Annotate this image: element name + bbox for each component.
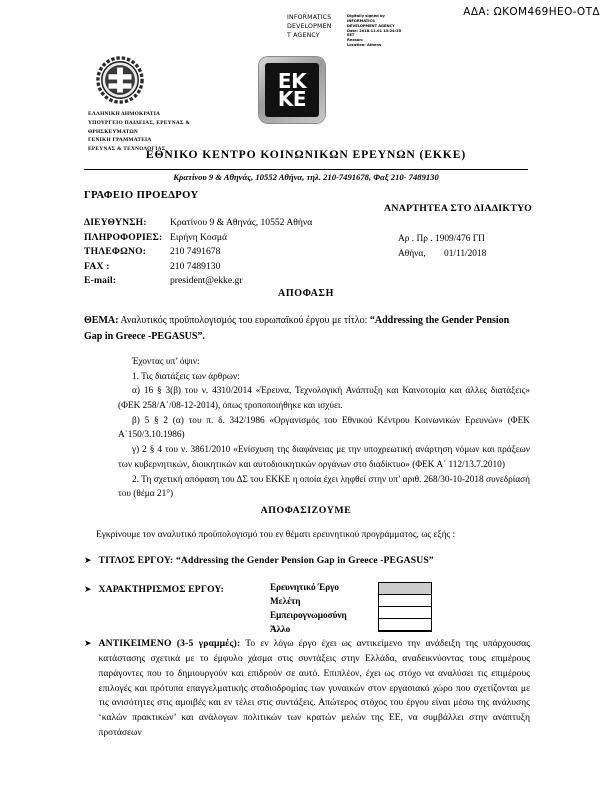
contact-row-phone	[84, 245, 312, 260]
bullet-marker-icon: ➤	[84, 638, 92, 648]
characterization-option-label-expertise: Εμπειρογνωμοσύνη	[270, 609, 347, 620]
table-row	[379, 619, 432, 632]
protocol-city-label: Αθήνα,	[398, 249, 426, 260]
contact-label-email: E-mail:	[84, 275, 117, 287]
characterization-option-label-study: Μελέτη	[270, 595, 301, 606]
legal-item-1-heading: 1. Τις διατάξεις των άρθρων:	[132, 371, 240, 382]
contact-row-fax	[84, 260, 312, 275]
protocol-block	[398, 232, 486, 262]
institution-address: Κρατίνου 9 & Αθηνάς, 10552 Αθήνα, τηλ. 210-7491678, Φαξ 210- 7489130	[173, 172, 439, 182]
legal-clause-c: γ) 2 § 4 του ν. 3861/2010 «Ενίσχυση της διαφάνειας με την υποχρεωτική ανάρτηση νόμων και πράξεων των κυβερνητικών, διοικητικών και αυτοδιοικητικών οργάνων στο διαδίκτυο» (ΦΕΚ Α΄ 112/13.7.2010)	[118, 445, 530, 470]
ekke-logo-inner	[265, 63, 319, 117]
table-row	[379, 595, 432, 607]
contact-row-info	[84, 231, 312, 246]
ekke-logo-line-2: KE	[277, 87, 307, 111]
subject-text-greek: Αναλυτικός προϋπολογισμός του ευρωπαϊκού έργου με τίτλο:	[118, 315, 370, 326]
subject-label: ΘΕΜΑ:	[84, 315, 119, 326]
signature-agency-line-2: DEVELOPMEN	[287, 22, 332, 30]
project-title-item	[84, 554, 528, 569]
ministry-line-3: ΘΡΗΣΚΕΥΜΑΤΩΝ	[88, 128, 139, 135]
protocol-number-label: Αρ . Πρ .	[398, 234, 433, 244]
project-characterization-label: ΧΑΡΑΚΤΗΡΙΣΜΟΣ ΕΡΓΟΥ:	[98, 584, 224, 595]
resolution-intro: Εγκρίνουμε τον αναλυτικό προϋπολογισμό του εν θέματι ερευνητικού προγράμματος, ως εξής :	[96, 530, 456, 540]
characterization-options	[270, 581, 432, 637]
project-object-body	[99, 637, 530, 741]
ekke-logo	[259, 57, 325, 123]
signature-detail-1: Digitally signed by	[347, 14, 385, 18]
contact-value-phone: 210 7491678	[170, 246, 221, 258]
legal-citations	[118, 355, 530, 502]
legal-preamble: Έχοντας υπ’ όψιν:	[132, 357, 200, 367]
project-object-label: ΑΝΤΙΚΕΙΜΕΝΟ (3-5 γραμμές):	[98, 638, 241, 649]
contact-value-address: Κρατίνου 9 & Αθηνάς, 10552 Αθήνα	[170, 217, 313, 228]
protocol-date-row	[398, 247, 486, 262]
signature-detail-2: INFORMATICS	[347, 18, 375, 23]
signature-detail-7: Location: Athens	[347, 43, 382, 48]
signature-detail-3: DEVELOPMENT AGENCY	[347, 23, 395, 28]
protocol-date-value: 01/11/2018	[444, 249, 487, 260]
contact-label-fax: FAX :	[84, 260, 110, 272]
header-divider	[84, 169, 528, 170]
characterization-option-labels	[270, 581, 370, 637]
checkbox-cell-expertise[interactable]	[379, 607, 432, 619]
protocol-number-row	[398, 232, 486, 247]
project-title-value: “Addressing the Gender Pension Gap in Greece -PEGASUS”	[175, 555, 434, 566]
legal-clause-b: β) 5 § 2 (α) του π. δ. 342/1986 «Οργανισμός του Εθνικού Κέντρου Κοινωνικών Ερευνών» (ΦΕΚ Α΄150/3.10.1986)	[118, 415, 530, 441]
signature-agency-line-1: INFORMATICS	[287, 14, 332, 21]
characterization-option-label-other: Άλλο	[270, 623, 291, 634]
ministry-line-5: ΕΡΕΥΝΑΣ & ΤΕΧΝΟΛΟΓΙΑΣ	[88, 146, 166, 152]
subject-text-english: “Addressing the Gender Pension Gap in Greece -PEGASUS”.	[84, 315, 510, 342]
bullet-marker-icon: ➤	[84, 584, 92, 594]
contact-value-email[interactable]: president@ekke.gr	[170, 275, 243, 287]
checkbox-cell-research[interactable]	[379, 583, 432, 595]
office-title: ΓΡΑΦΕΙΟ ΠΡΟΕΔΡΟΥ	[84, 190, 199, 201]
table-row	[379, 607, 432, 619]
contact-row-email	[84, 274, 312, 289]
subject-block	[84, 313, 528, 344]
signature-agency-line-3: T AGENCY	[287, 31, 320, 39]
table-row	[379, 583, 432, 595]
signature-detail-5: EET	[347, 33, 355, 38]
checkbox-cell-other[interactable]	[379, 619, 432, 632]
contact-value-info: Ειρήνη Κοσμά	[170, 231, 228, 243]
signature-detail-6: Reason:	[347, 38, 364, 43]
ada-reference: ΑΔΑ: ΩΚΟΜ469ΗΕΟ-ΟΤΔ	[463, 6, 600, 18]
decision-heading: ΑΠΟΦΑΣΗ	[278, 288, 334, 299]
ministry-line-1: ΕΛΛΗΝΙΚΗ ΔΗΜΟΚΡΑΤΙΑ	[88, 111, 161, 117]
hellenic-republic-emblem-icon	[96, 56, 144, 104]
legal-item-2: 2. Τη σχετική απόφαση του ΔΣ του ΕΚΚΕ η οποία έχει ληφθεί στην υπ’ αριθ. 268/30-10-2018 συνεδρίασή του (θέμα 21°)	[118, 474, 530, 500]
legal-clause-a: α) 16 § 3(β) του ν. 4310/2014 «Έρευνα, Τεχνολογική Ανάπτυξη και Καινοτομία και άλλες διατάξεις» (ΦΕΚ 258/Α΄/08-12-2014), όπως τροποποιήθηκε και ισχύει.	[118, 386, 530, 412]
ministry-line-4: ΓΕΝΙΚΗ ΓΡΑΜΜΑΤΕΙΑ	[88, 137, 152, 144]
ministry-line-2: ΥΠΟΥΡΓΕΙΟ ΠΑΙΔΕΙΑΣ, ΕΡΕΥΝΑΣ &	[88, 119, 191, 126]
project-title-body	[99, 554, 434, 569]
characterization-checkbox-table	[378, 582, 432, 632]
project-object-text: Το εν λόγω έργο έχει ως αντικείμενο την ανάδειξη της υπάρχουσας κατάστασης σχετικά με το έμφυλο χάσμα στις συντάξεις στην Ελλάδα, αναδεικνύοντας τους επιμέρους παράγοντες που το δημιουργούν και επιδρούν σε αυτό. Επιπλέον, έχει ως στόχο να αναλύσει τις επιμέρους επιλογές και πρότυπα επαγγελματικής σταδιοδρομίας των γυναικών στον εργασιακό χώρο που σχετίζονται με τις ανισότητες στις αμοιβές και εν τέλει στις συντάξεις. Απώτερος στόχος του έργου είναι μέσω της ανάλυσης ‘καλών πρακτικών’ και ανάλογων πολιτικών των κρατών μελών της ΕΕ, να συμβάλλει στην ανάπτυξη προτάσεων	[98, 638, 531, 739]
ekke-logo-line-1: EK	[277, 68, 307, 93]
resolution-heading: ΑΠΟΦΑΣΙΖΟΥΜΕ	[260, 505, 352, 516]
publication-notice: ΑΝΑΡΤΗΤΕΑ ΣΤΟ ΔΙΑΔΙΚΤΥΟ	[384, 203, 533, 214]
contact-block	[84, 216, 312, 289]
project-title-label: ΤΙΤΛΟΣ ΕΡΓΟΥ:	[98, 555, 176, 566]
checkbox-cell-study[interactable]	[379, 595, 432, 607]
signature-detail-4: Date: 2018.11.01 13:24:35	[347, 28, 402, 33]
protocol-number-value: 1909/476 ΓΠ	[434, 234, 485, 244]
contact-row-address	[84, 216, 312, 231]
project-object-item	[84, 637, 530, 741]
contact-value-fax: 210 7489130	[170, 260, 221, 272]
digital-signature-stamp	[287, 14, 409, 48]
contact-label-address: ΔΙΕΥΘΥΝΣΗ:	[84, 217, 147, 228]
characterization-option-label-research: Ερευνητικό Έργο	[270, 582, 340, 592]
signature-agency-name	[287, 14, 343, 40]
contact-label-phone: ΤΗΛΕΦΩΝΟ:	[84, 246, 147, 258]
signature-details	[347, 14, 409, 48]
bullet-marker-icon: ➤	[84, 555, 92, 565]
contact-label-info: ΠΛΗΡΟΦΟΡΙΕΣ:	[84, 231, 163, 243]
institution-title: ΕΘΝΙΚΟ ΚΕΝΤΡΟ ΚΟΙΝΩΝΙΚΩΝ ΕΡΕΥΝΩΝ (ΕΚΚΕ)	[145, 148, 467, 161]
